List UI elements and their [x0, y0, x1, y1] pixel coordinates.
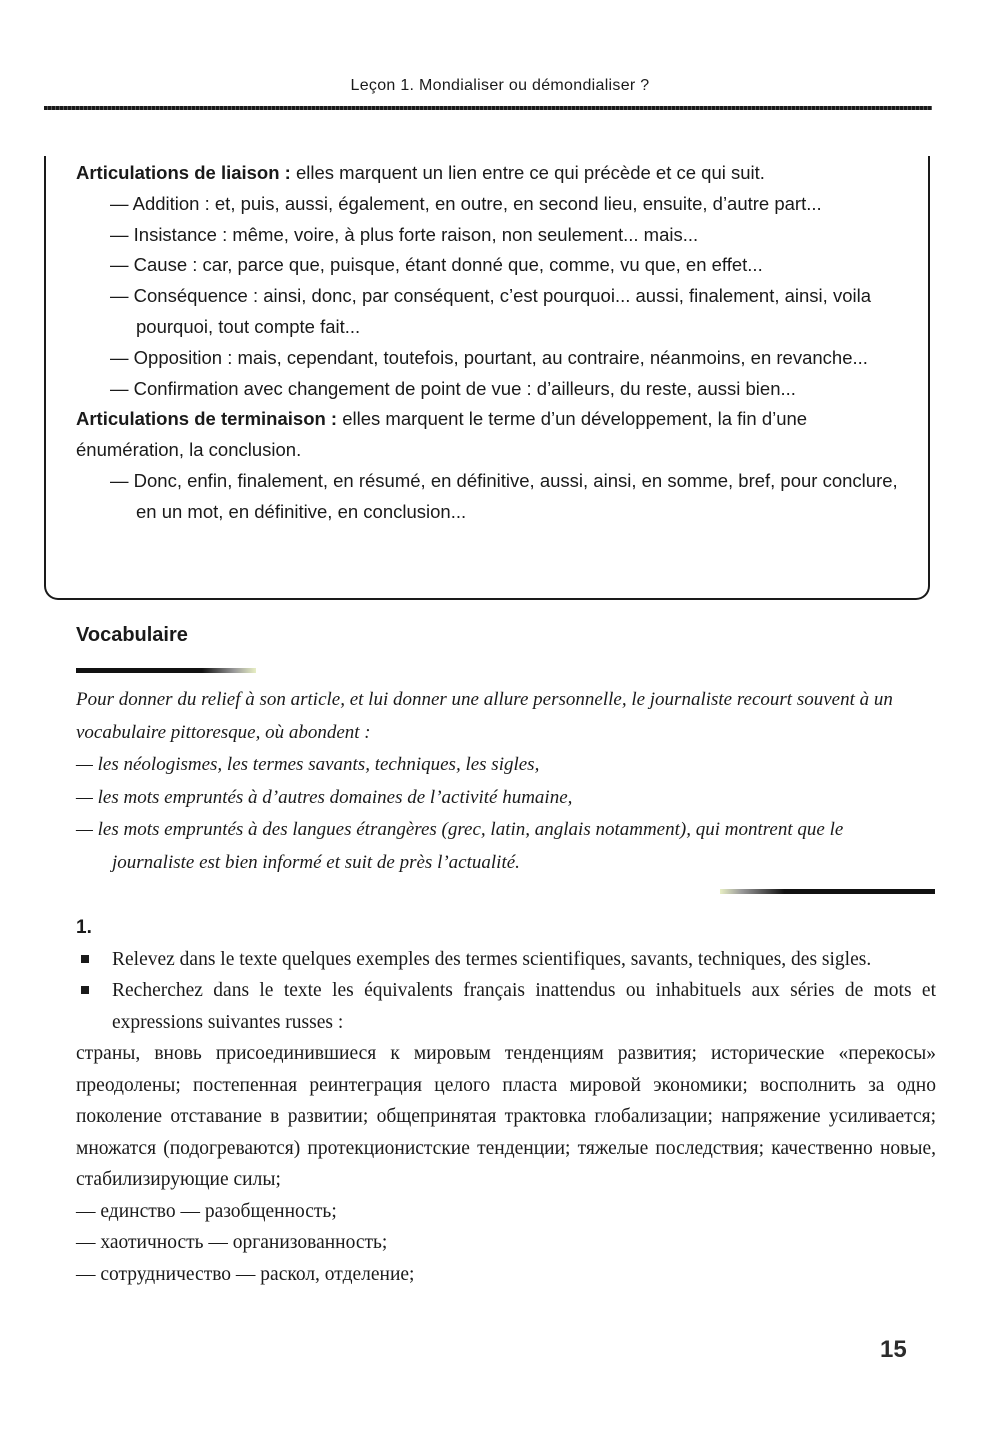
- liaison-item: — Confirmation avec changement de point de vue : d’ailleurs, du reste, aussi bien...: [110, 377, 796, 399]
- exercise-bullet-text: Relevez dans le texte quelques exemples des termes scientifiques, savants, techniques, des sigles.: [112, 948, 872, 970]
- exercise-dash-item: — сотрудничество — раскол, отделение;: [76, 1263, 415, 1285]
- exercise-bullet-text: Recherchez dans le texte les équivalents français inattendus ou inhabituels aux séries de mots et expressions suivantes russes :: [112, 980, 936, 1033]
- exercise-block: [76, 912, 936, 1290]
- termination-title: Articulations de terminaison :: [76, 408, 338, 430]
- exercise-number: 1.: [76, 917, 92, 938]
- articulations-content: [76, 158, 902, 528]
- vocabulary-block: [76, 684, 906, 879]
- termination-paragraph: [76, 404, 902, 466]
- exercise-dash-item: — единство — разобщенность;: [76, 1200, 337, 1222]
- termination-item: — Donc, enfin, finalement, en résumé, en définitive, aussi, ainsi, en somme, bref, pour conclure, en un mot, en définitive, en conclusion...: [110, 469, 898, 522]
- liaison-title: Articulations de liaison :: [76, 162, 291, 183]
- vocabulary-item: — les néologismes, les termes savants, techniques, les sigles,: [76, 754, 540, 775]
- liaison-paragraph: [76, 158, 902, 189]
- square-bullet-icon: [81, 955, 89, 963]
- liaison-item: — Opposition : mais, cependant, toutefois, pourtant, au contraire, néanmoins, en revanche...: [110, 346, 868, 368]
- square-bullet-icon: [81, 986, 89, 994]
- termination-description: elles marquent le terme d’un développement, la fin d’une énumération, la conclusion.: [76, 408, 808, 461]
- vocabulary-item: — les mots empruntés à des langues étrangères (grec, latin, anglais notamment), qui montrent que le journaliste est bien informé et suit de près l’actualité.: [76, 819, 844, 873]
- header-divider: [44, 106, 932, 110]
- russian-text: страны, вновь присоединившиеся к мировым тенденциям развития; исторические «перекосы» преодолены; постепенная реинтеграция целого пласта мировой экономики; восполнить за одно поколение отставание в развитии; общепринятая трактовка глобализации; напряжение усиливается; множатся (подогреваются) протекционистские тенденции; тяжелые последствия; качественно новые, стабилизирующие силы;: [76, 1043, 936, 1190]
- page-header-title: Leçon 1. Mondialiser ou démondialiser ?: [350, 77, 650, 94]
- vocabulary-title: Vocabulaire: [76, 624, 188, 646]
- liaison-description: elles marquent un lien entre ce qui précède et ce qui suit.: [290, 162, 765, 183]
- page-number: 15: [880, 1336, 907, 1363]
- vocabulary-item: — les mots empruntés à d’autres domaines de l’activité humaine,: [76, 786, 573, 808]
- liaison-item: — Addition : et, puis, aussi, également, en outre, en second lieu, ensuite, d’autre part...: [110, 192, 822, 214]
- liaison-item: — Conséquence : ainsi, donc, par conséquent, c’est pourquoi... aussi, finalement, ainsi, voila pourquoi, tout compte fait...: [110, 285, 871, 337]
- exercise-bullet: [76, 944, 936, 976]
- exercise-bullet: [76, 975, 936, 1038]
- vocabulary-bottom-rule: [720, 889, 935, 894]
- liaison-item: — Cause : car, parce que, puisque, étant donné que, comme, vu que, en effet...: [110, 254, 763, 276]
- vocabulary-top-rule: [76, 668, 256, 673]
- exercise-dash-item: — хаотичность — организованность;: [76, 1232, 388, 1253]
- liaison-item: — Insistance : même, voire, à plus forte raison, non seulement... mais...: [110, 223, 699, 245]
- vocabulary-intro: Pour donner du relief à son article, et lui donner une allure personnelle, le journaliste recourt souvent à un vocabulaire pittoresque, où abondent :: [76, 689, 893, 743]
